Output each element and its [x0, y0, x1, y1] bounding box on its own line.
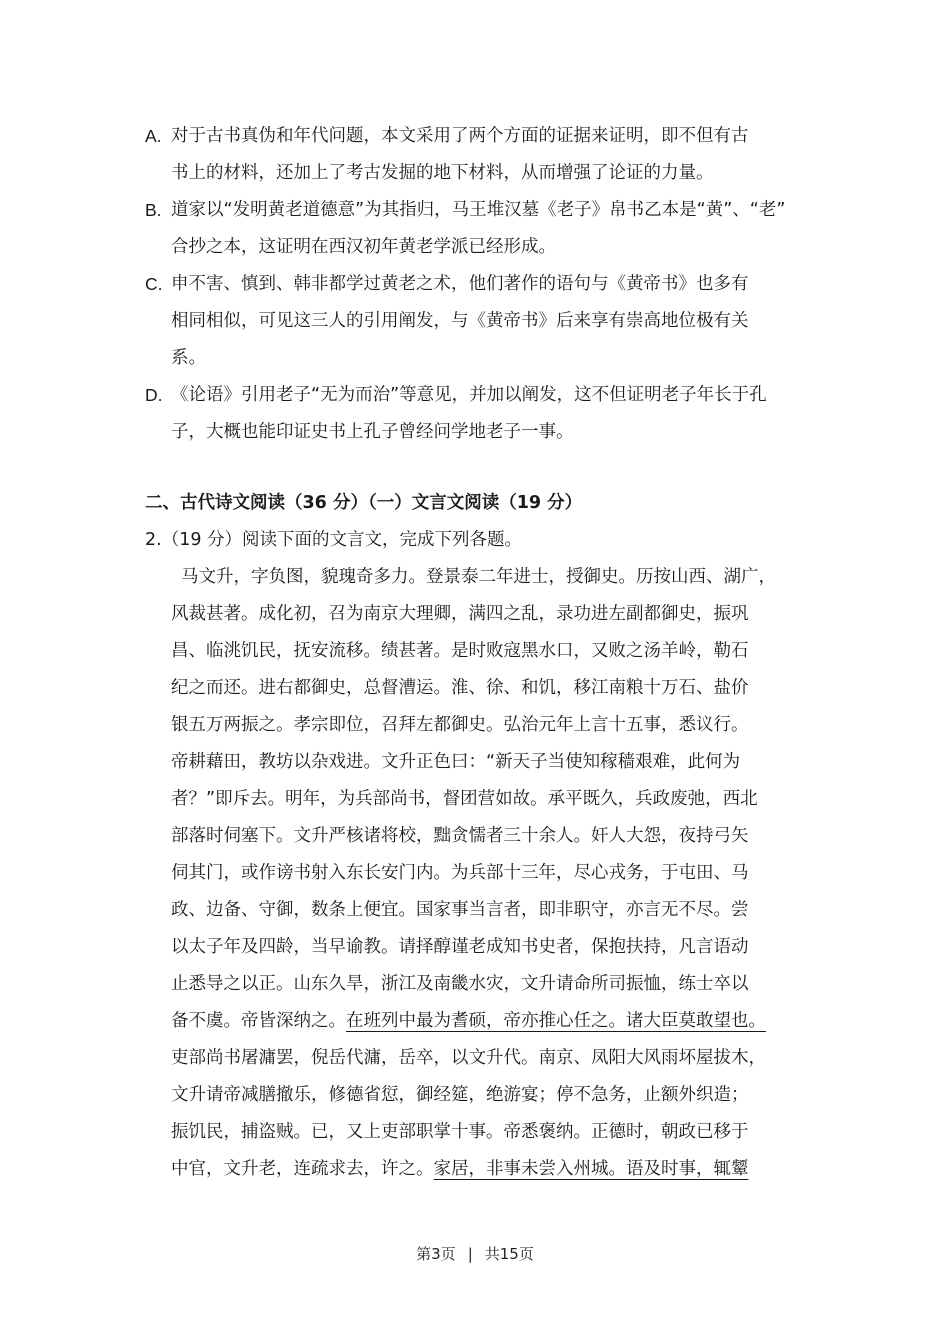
option-text: 申不害、慎到、韩非都学过黄老之术，他们著作的语句与《黄帝书》也多有	[171, 274, 749, 294]
option-line: 合抄之本，这证明在西汉初年黄老学派已经形成。	[171, 237, 556, 257]
passage-text: 备不虞。帝皆深纳之。	[171, 1011, 346, 1031]
page-footer	[0, 1243, 950, 1264]
option-d	[145, 377, 835, 451]
passage-line: 纪之而还。进右都御史，总督漕运。淮、徐、和饥，移江南粮十万石、盐价	[171, 678, 749, 698]
passage-line: 吏部尚书屠滽罢，倪岳代滽，岳卒，以文升代。南京、凤阳大风雨坏屋拔木，	[171, 1048, 766, 1068]
option-b	[145, 192, 835, 266]
passage-line: 银五万两振之。孝宗即位，召拜左都御史。弘治元年上言十五事，悉议行。	[171, 715, 749, 735]
option-text: 对于古书真伪和年代问题，本文采用了两个方面的证据来证明，即不但有古	[171, 126, 749, 146]
option-a	[145, 118, 835, 192]
option-label: C.	[145, 274, 163, 294]
passage-line: 马文升，字负图，貌瑰奇多力。登景泰二年进士，授御史。历按山西、湖广，	[181, 567, 776, 587]
passage-line: 止悉导之以正。山东久旱，浙江及南畿水灾，文升请命所司振恤，练士卒以	[171, 974, 749, 994]
passage-line: 振饥民，捕盗贼。已，又上吏部职掌十事。帝悉褒纳。正德时，朝政已移于	[171, 1122, 749, 1142]
option-line	[145, 377, 835, 414]
option-label: D.	[145, 385, 163, 405]
footer-separator: |	[467, 1245, 473, 1263]
passage-line	[145, 1151, 835, 1188]
underlined-sentence: 语及时事，辄颦	[626, 1159, 749, 1179]
passage-line: 帝耕藉田，教坊以杂戏进。文升正色曰：“新天子当使知稼穑艰难，此何为	[171, 752, 741, 772]
passage-line: 政、边备、守御，数条上便宜。国家事当言者，即非职守，亦言无不尽。尝	[171, 900, 749, 920]
option-line	[145, 118, 835, 155]
option-line: 系。	[171, 348, 206, 368]
underlined-sentence: 在班列中最为耆硕，帝亦推心任之。诸大臣莫敢望也。	[346, 1011, 766, 1031]
passage-line: 风裁甚著。成化初，召为南京大理卿，满四之乱，录功进左副都御史，振巩	[171, 604, 749, 624]
passage-line: 昌、临洮饥民，抚安流移。绩甚著。是时败寇黑水口，又败之汤羊岭，勒石	[171, 641, 749, 661]
passage-line: 者？”即斥去。明年，为兵部尚书，督团营如故。承平既久，兵政废弛，西北	[171, 789, 758, 809]
passage-line: 以太子年及四龄，当早谕教。请择醇谨老成知书史者，保抱扶持，凡言语动	[171, 937, 749, 957]
option-line	[145, 192, 835, 229]
option-label: A.	[145, 126, 162, 146]
passage-line	[145, 1003, 835, 1040]
page-total: 共15页	[484, 1245, 534, 1263]
classical-passage	[145, 559, 835, 1188]
passage-line: 部落时伺塞下。文升严核诸将校，黜贪懦者三十余人。奸人大怨，夜持弓矢	[171, 826, 749, 846]
option-line	[145, 266, 835, 303]
option-text: 《论语》引用老子“无为而治”等意见，并加以阐发，这不但证明老子年长于孔	[171, 385, 767, 405]
page-number: 第3页	[416, 1245, 456, 1263]
section-title: 二、古代诗文阅读（36 分）（一）文言文阅读（19 分）	[145, 493, 583, 513]
option-text: 道家以“发明黄老道德意”为其指归，马王堆汉墓《老子》帛书乙本是“黄”、“老”	[171, 200, 786, 220]
option-label: B.	[145, 200, 162, 220]
passage-line: 文升请帝减膳撤乐，修德省愆，御经筵，绝游宴；停不急务，止额外织造；	[171, 1085, 749, 1105]
option-line: 书上的材料，还加上了考古发掘的地下材料，从而增强了论证的力量。	[171, 163, 714, 183]
passage-line: 伺其门，或作谤书射入东长安门内。为兵部十三年，尽心戎务，于屯田、马	[171, 863, 749, 883]
passage-text: 中官，文升老，连疏求去，许之。	[171, 1159, 434, 1179]
option-line: 相同相似，可见这三人的引用阐发，与《黄帝书》后来享有崇高地位极有关	[171, 311, 749, 331]
option-c	[145, 266, 835, 377]
question-heading: 2.（19 分）阅读下面的文言文，完成下列各题。	[145, 530, 523, 550]
page-content	[145, 118, 835, 1188]
option-line: 子，大概也能印证史书上孔子曾经问学地老子一事。	[171, 422, 574, 442]
underlined-sentence: 家居，非事未尝入州城。	[433, 1159, 626, 1179]
